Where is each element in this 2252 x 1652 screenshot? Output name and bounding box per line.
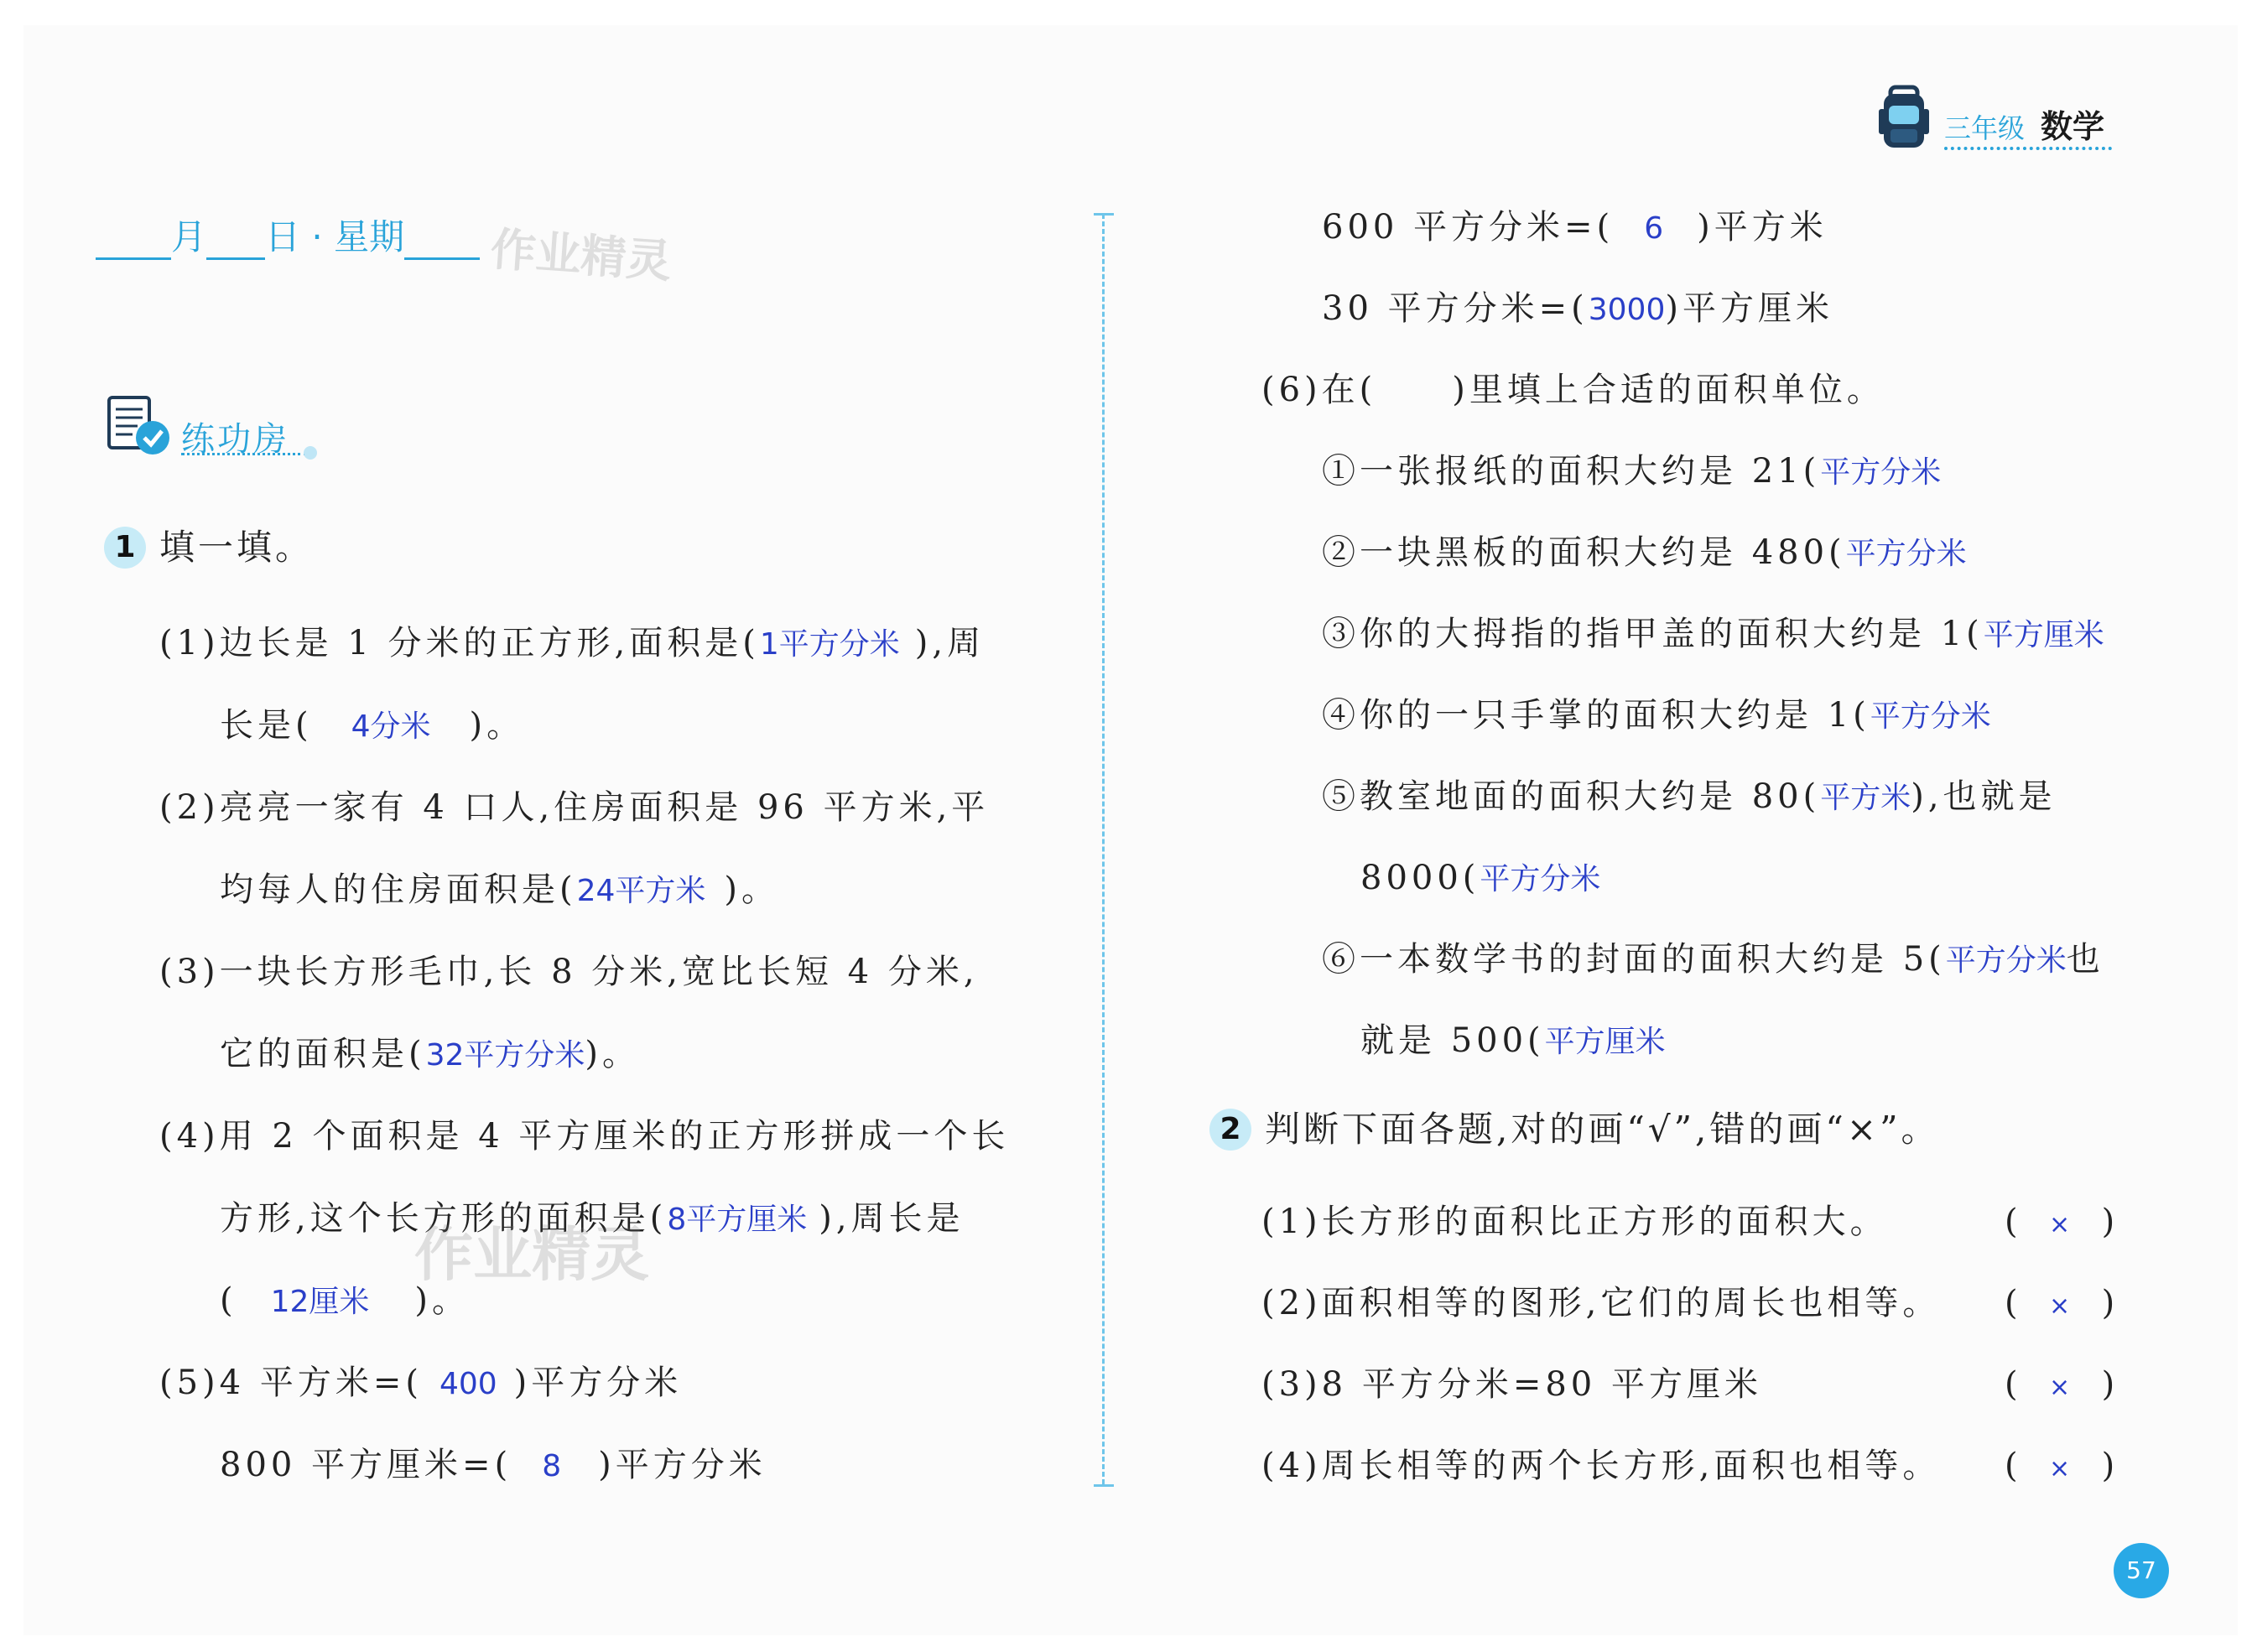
practice-dot: [304, 446, 317, 460]
answer: 8平方厘米: [667, 1203, 808, 1237]
text: 600 平方分米=(: [1322, 208, 1615, 247]
practice-title: 练功房: [181, 420, 289, 459]
q1-line-5d: [1322, 288, 1833, 331]
answer: 平方厘米: [1544, 1025, 1666, 1059]
q1-line-1a: [159, 622, 985, 666]
practice-dotted-rule: [181, 453, 307, 455]
q1-line-1b: [220, 704, 524, 748]
answer: 1平方分米: [759, 627, 900, 662]
text: ①一张报纸的面积大约是 21(: [1322, 452, 1821, 491]
text: )。: [724, 870, 780, 909]
question-number: 2: [1209, 1109, 1251, 1151]
q1-line-5c: [1322, 206, 1828, 250]
q1-line-2b: [220, 869, 779, 912]
text: (5)4 平方米=(: [159, 1364, 423, 1402]
divider-cap-bottom: [1094, 1484, 1114, 1487]
text: 均每人的住房面积是(: [220, 870, 577, 909]
text: 就是 500(: [1360, 1021, 1545, 1060]
text: ),周长是: [819, 1199, 965, 1238]
answer: 12厘米: [270, 1285, 370, 1319]
question-number: 1: [104, 527, 146, 569]
month-label: 月: [171, 216, 207, 257]
question-title: 填一填。: [159, 527, 315, 568]
checklist-icon: [107, 392, 174, 460]
q2-answer-paren: ( × ): [2005, 1282, 2114, 1327]
answer: 平方分米: [1945, 943, 2067, 978]
text: (: [220, 1281, 237, 1320]
text: ③你的大拇指的指甲盖的面积大约是 1(: [1322, 615, 1984, 653]
text: ⑤教室地面的面积大约是 80(: [1322, 777, 1821, 816]
answer: ×: [2049, 1210, 2071, 1239]
text: ),也就是: [1911, 777, 2057, 816]
q1-line-6-1: [1322, 450, 1941, 494]
answer: ×: [2049, 1291, 2071, 1321]
q1-line-6-5b: [1360, 857, 1600, 901]
answer: 400: [439, 1367, 497, 1401]
month-blank: [96, 224, 171, 260]
answer: ×: [2049, 1373, 2071, 1402]
answer: 平方分米: [1480, 862, 1601, 896]
answer: 平方分米: [1845, 537, 1967, 571]
header-dotted-rule: [1944, 147, 2112, 150]
answer: 24平方米: [576, 874, 706, 908]
q1-line-4c: [220, 1280, 470, 1323]
text: )。: [585, 1035, 641, 1073]
text: 8000(: [1360, 859, 1480, 897]
q1-line-6-5: [1322, 776, 2057, 819]
q2-item-3: (3)8 平方分米=80 平方厘米: [1261, 1365, 1762, 1404]
q1-line-2a: (2)亮亮一家有 4 口人,住房面积是 96 平方米,平: [159, 788, 990, 827]
q1-line-4a: (4)用 2 个面积是 4 平方厘米的正方形拼成一个长: [159, 1117, 1010, 1156]
answer: 8: [542, 1449, 562, 1483]
q1-line-6: (6)在( )里填上合适的面积单位。: [1261, 371, 1885, 409]
answer: 3000: [1588, 293, 1666, 327]
backpack-icon: [1879, 84, 1929, 151]
watermark: 作业精灵: [488, 222, 674, 288]
text: )。: [469, 706, 525, 745]
watermark: 作业精灵: [414, 1220, 649, 1289]
center-divider: [1102, 214, 1105, 1484]
text: 30 平方分米=(: [1322, 289, 1589, 328]
page-number: 57: [2114, 1543, 2169, 1598]
text: ⑥一本数学书的封面的面积大约是 5(: [1322, 940, 1946, 979]
answer: 平方米: [1820, 781, 1911, 815]
q1-line-3b: [220, 1033, 640, 1077]
text: (1)边长是 1 分米的正方形,面积是(: [159, 624, 760, 662]
text: )平方厘米: [1665, 289, 1833, 328]
subject-label: 数学: [2041, 108, 2105, 145]
answer: 32平方分米: [425, 1038, 585, 1073]
q1-line-6-6b: [1360, 1020, 1666, 1063]
text: 方形,这个长方形的面积是(: [220, 1199, 668, 1238]
text: ④你的一只手掌的面积大约是 1(: [1322, 696, 1870, 735]
answer: 6: [1644, 211, 1664, 246]
weekday-blank: [404, 224, 480, 260]
text: 也: [2066, 940, 2104, 979]
text: 长是(: [220, 706, 313, 745]
text: 它的面积是(: [220, 1035, 426, 1073]
answer: ×: [2049, 1454, 2071, 1483]
text: ②一块黑板的面积大约是 480(: [1322, 533, 1846, 572]
answer: 平方分米: [1820, 455, 1942, 490]
q1-line-5a: [159, 1362, 682, 1405]
date-line: [96, 210, 480, 260]
text: 800 平方厘米=(: [220, 1446, 512, 1484]
q2-item-2: (2)面积相等的图形,它们的周长也相等。: [1261, 1284, 1941, 1322]
question-title: 判断下面各题,对的画“√”,错的画“×”。: [1265, 1109, 1940, 1150]
q2-answer-paren: ( × ): [2005, 1201, 2114, 1246]
text: ),周: [914, 624, 986, 662]
answer: 平方分米: [1870, 699, 1991, 734]
q2-item-1: (1)长方形的面积比正方形的面积大。: [1261, 1203, 1888, 1241]
text: )平方分米: [513, 1364, 683, 1402]
text: )平方米: [1697, 208, 1828, 247]
q1-line-6-3: [1322, 613, 2104, 657]
day-weekday-label: 日 · 星期: [265, 216, 405, 257]
q2-answer-paren: ( × ): [2005, 1445, 2114, 1490]
grade-label: 三年级: [1944, 112, 2026, 144]
q1-line-5b: [220, 1444, 767, 1488]
day-blank: [206, 224, 265, 260]
q2-item-4: (4)周长相等的两个长方形,面积也相等。: [1261, 1447, 1941, 1485]
answer: 平方厘米: [1983, 618, 2104, 652]
text: )平方分米: [598, 1446, 767, 1484]
q1-line-6-2: [1322, 532, 1967, 575]
answer: 4分米: [351, 709, 431, 744]
text: )。: [414, 1281, 471, 1320]
q1-line-3a: (3)一块长方形毛巾,长 8 分米,宽比长短 4 分米,: [159, 953, 979, 991]
q2-answer-paren: ( × ): [2005, 1364, 2114, 1409]
q1-line-6-4: [1322, 694, 1991, 738]
q1-line-6-6: [1322, 938, 2104, 982]
